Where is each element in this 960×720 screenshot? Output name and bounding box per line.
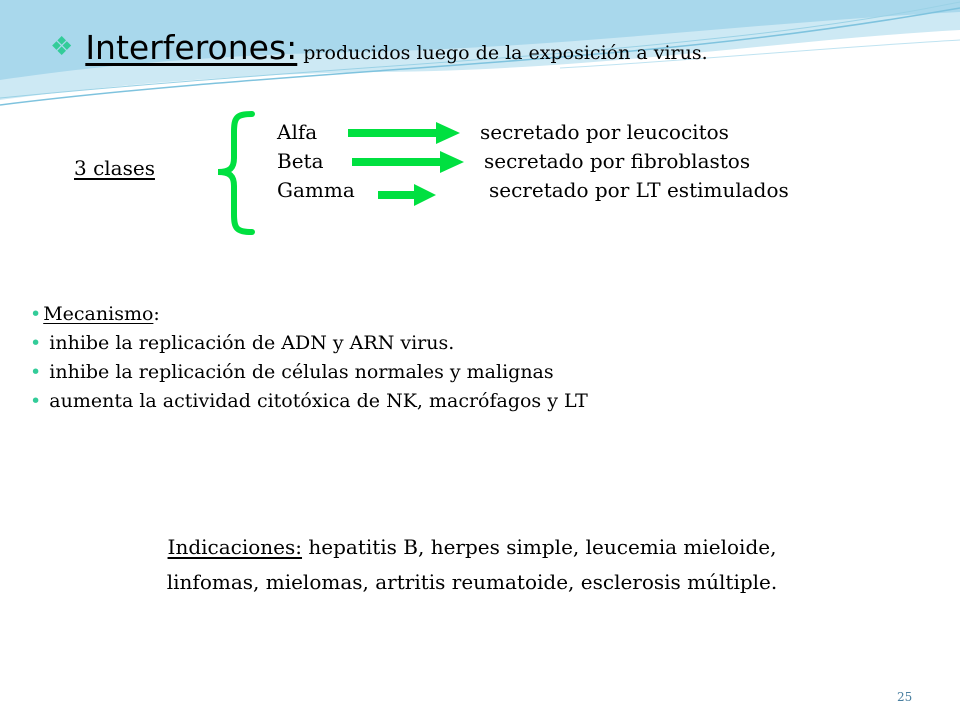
bullet-dot-icon: • (30, 303, 42, 325)
bullet-dot-icon: • (30, 361, 42, 383)
indications-line-2: linfomas, mielomas, artritis reumatoide, esclerosis múltiple. (166, 570, 778, 594)
arrows-group (340, 118, 480, 218)
curly-brace-icon (210, 108, 270, 238)
slide-subtitle: producidos luego de la exposición a virus. (303, 42, 708, 64)
arrow-right-icon (348, 122, 460, 144)
mechanism-heading: Mecanismo (43, 303, 154, 325)
bullet-dot-icon: • (30, 390, 42, 412)
slide-title: Interferones: (85, 28, 298, 67)
mechanism-heading-colon: : (153, 303, 160, 325)
arrow-right-icon (352, 151, 464, 173)
list-item: • inhibe la replicación de ADN y ARN virus. (30, 332, 455, 354)
list-item: • inhibe la replicación de células normales y malignas (30, 361, 554, 383)
class-name-alfa: Alfa (277, 120, 318, 144)
slide-title-row (50, 28, 708, 67)
classes-label: 3 clases (74, 156, 155, 180)
indications-line-1 (0, 535, 944, 559)
class-desc-beta: secretado por fibroblastos (484, 149, 751, 173)
indications-label: Indicaciones: (167, 535, 303, 559)
class-name-beta: Beta (277, 149, 324, 173)
class-name-gamma: Gamma (277, 178, 355, 202)
class-desc-alfa: secretado por leucocitos (480, 120, 729, 144)
class-desc-gamma: secretado por LT estimulados (489, 178, 789, 202)
diamond-bullet-icon: ❖ (50, 32, 74, 62)
list-item: • aumenta la actividad citotóxica de NK, macrófagos y LT (30, 390, 588, 412)
mechanism-list (30, 300, 588, 416)
page-number: 25 (897, 690, 913, 704)
arrow-right-icon (378, 184, 436, 206)
indications-text-1: hepatitis B, herpes simple, leucemia mieloide, (308, 535, 777, 559)
bullet-dot-icon: • (30, 332, 42, 354)
mechanism-heading-row (30, 300, 588, 329)
